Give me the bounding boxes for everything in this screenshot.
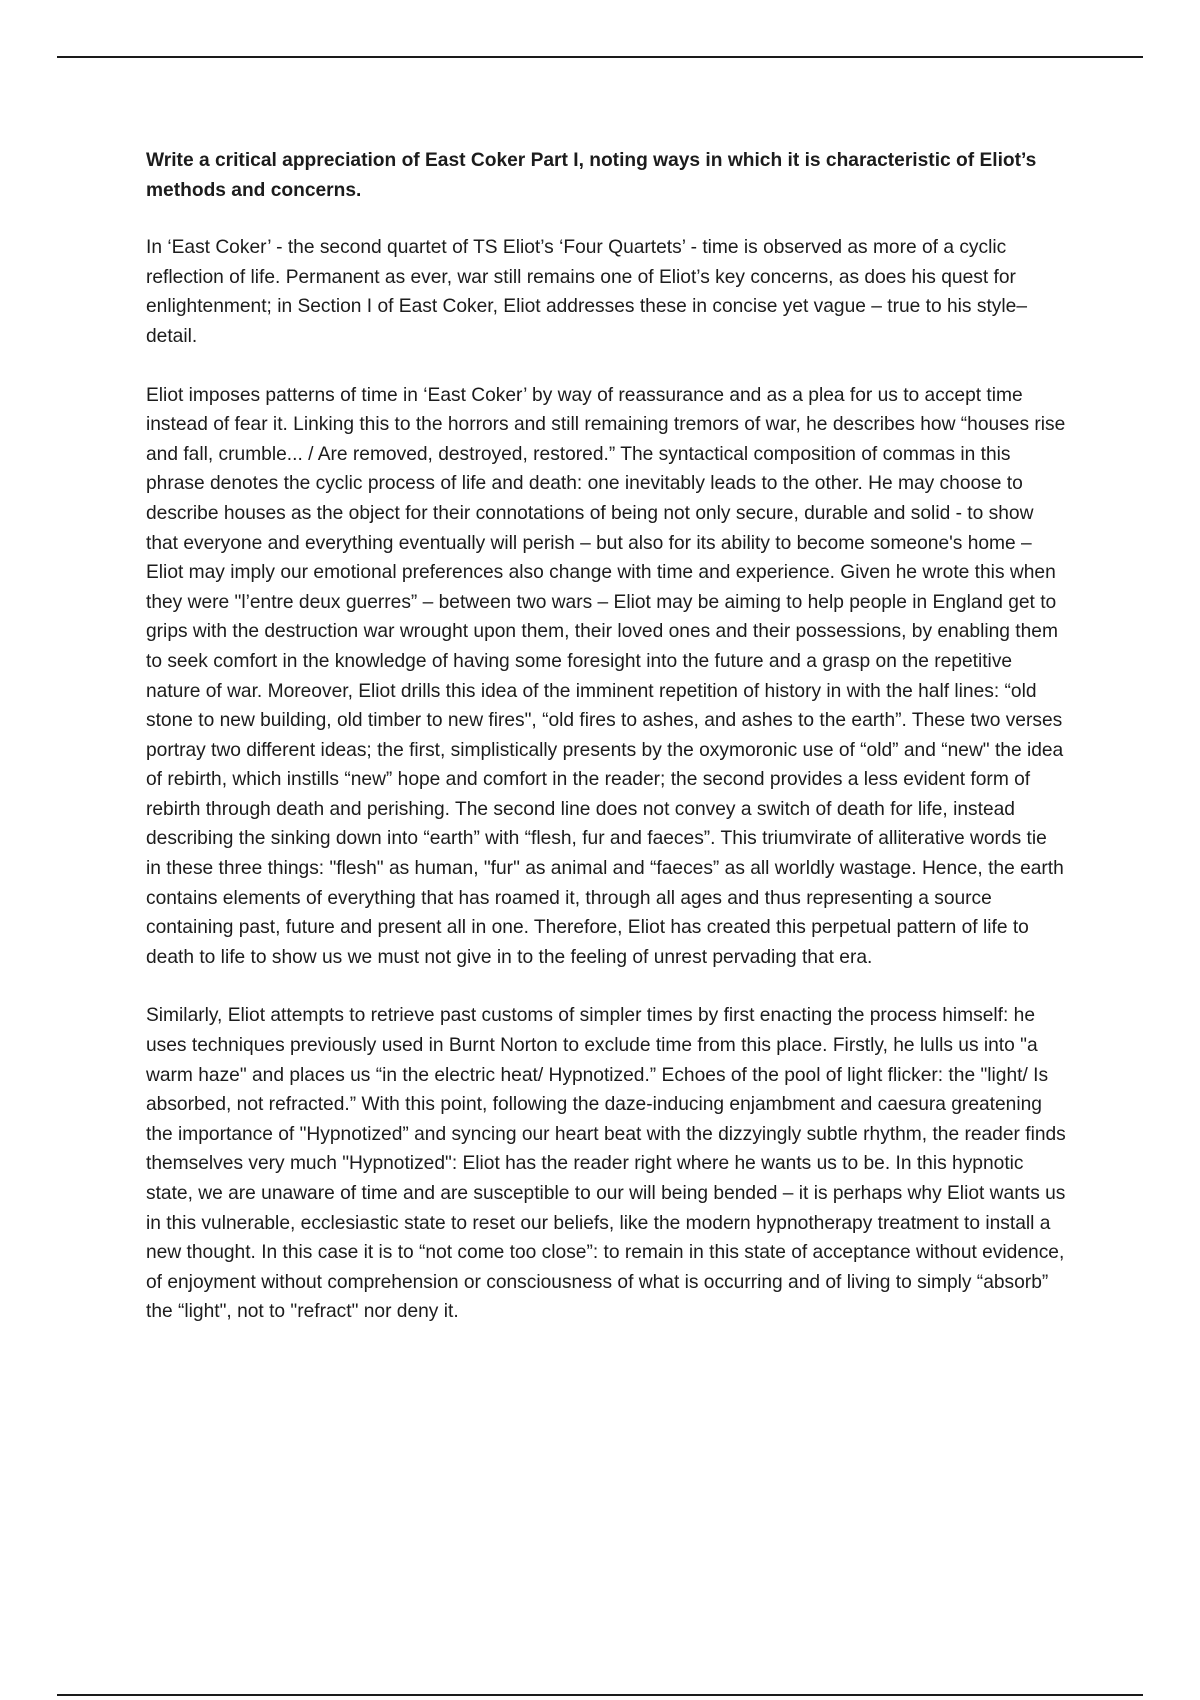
document-body bbox=[146, 146, 1066, 1356]
paragraph-patterns-of-time: Eliot imposes patterns of time in ‘East Coker’ by way of reassurance and as a plea for us to accept time instead of fear it. Linking this to the horrors and still remaining tremors of war, he describes how “houses rise and fall, crumble... / Are removed, destroyed, restored.” The syntactical composition of commas in this phrase denotes the cyclic process of life and death: one inevitably leads to the other. He may choose to describe houses as the object for their connotations of being not only secure, durable and solid - to show that everyone and everything eventually will perish – but also for its ability to become someone's home – Eliot may imply our emotional preferences also change with time and experience. Given he wrote this when they were "l’entre deux guerres” – between two wars – Eliot may be aiming to help people in England get to grips with the destruction war wrought upon them, their loved ones and their possessions, by enabling them to seek comfort in the knowledge of having some foresight into the future and a grasp on the repetitive nature of war. Moreover, Eliot drills this idea of the imminent repetition of history in with the half lines: “old stone to new building, old timber to new fires", “old fires to ashes, and ashes to the earth”. These two verses portray two different ideas; the first, simplistically presents by the oxymoronic use of “old” and “new" the idea of rebirth, which instills “new” hope and comfort in the reader; the second provides a less evident form of rebirth through death and perishing. The second line does not convey a switch of death for life, instead describing the sinking down into “earth” with “flesh, fur and faeces”. This triumvirate of alliterative words tie in these three things: "flesh" as human, "fur" as animal and “faeces” as all worldly wastage. Hence, the earth contains elements of everything that has roamed it, through all ages and thus representing a source containing past, future and present all in one. Therefore, Eliot has created this perpetual pattern of life to death to life to show us we must not give in to the feeling of unrest pervading that era. bbox=[146, 384, 1066, 968]
paragraph-hypnotic-state: Similarly, Eliot attempts to retrieve past customs of simpler times by first enacting the process himself: he uses techniques previously used in Burnt Norton to exclude time from this place. Firstly, he lulls us into "a warm haze" and places us “in the electric heat/ Hypnotized.” Echoes of the pool of light flicker: the "light/ Is absorbed, not refracted.” With this point, following the daze-inducing enjambment and caesura greatening the importance of "Hypnotized” and syncing our heart beat with the dizzyingly subtle rhythm, the reader finds themselves very much "Hypnotized": Eliot has the reader right where he wants us to be. In this hypnotic state, we are unaware of time and are susceptible to our will being bended – it is perhaps why Eliot wants us in this vulnerable, ecclesiastic state to reset our beliefs, like the modern hypnotherapy treatment to install a new thought. In this case it is to “not come too close”: to remain in this state of acceptance without evidence, of enjoyment without comprehension or consciousness of what is occurring and of living to simply “absorb” the “light", not to "refract" nor deny it. bbox=[146, 1005, 1066, 1323]
top-divider bbox=[57, 56, 1143, 58]
bottom-divider bbox=[57, 1694, 1143, 1696]
essay-question-title: Write a critical appreciation of East Coker Part I, noting ways in which it is characteristic of Eliot’s methods and concerns. bbox=[146, 150, 1037, 201]
paragraph-intro: In ‘East Coker’ - the second quartet of TS Eliot’s ‘Four Quartets’ - time is observed as more of a cyclic reflection of life. Permanent as ever, war still remains one of Eliot’s key concerns, as does his quest for enlightenment; in Section I of East Coker, Eliot addresses these in concise yet vague – true to his style– detail. bbox=[146, 237, 1027, 347]
